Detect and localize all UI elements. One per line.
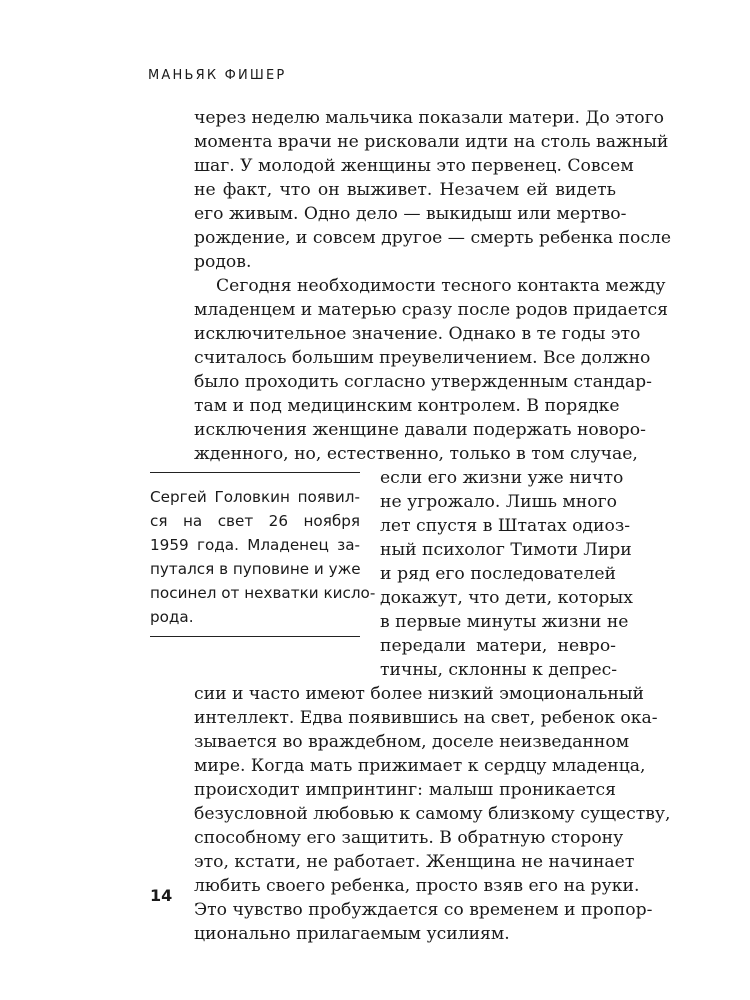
sidenote-line: 1959 года. Младенец за- [150,536,360,554]
body-line: ный психолог Тимоти Лири [380,540,632,560]
body-line: не факт, что он выживет. Незачем ей видеть [194,180,616,200]
body-line: Сегодня необходимости тесного контакта между [216,276,666,296]
body-line: в первые минуты жизни не [380,612,629,632]
body-line: исключительное значение. Однако в те годы это [194,324,641,344]
body-line: не угрожало. Лишь много [380,492,617,512]
body-line: шаг. У молодой женщины это первенец. Совсем [194,156,634,176]
body-line: было проходить согласно утвержденным стандар- [194,372,652,392]
running-head: МАНЬЯК ФИШЕР [148,68,287,83]
body-line: любить своего ребенка, просто взяв его на руки. [194,876,640,896]
sidenote-line: рода. [150,608,194,626]
body-line: через неделю мальчика показали матери. До этого [194,108,664,128]
sidenote-line: Сергей Головкин появил- [150,488,360,506]
body-line: передали матери, невро- [380,636,616,656]
body-line: и ряд его последователей [380,564,616,584]
sidenote-line: ся на свет 26 ноября [150,512,360,530]
sidenote-top-rule [150,472,360,473]
sidenote-line: путался в пуповине и уже [150,560,361,578]
body-line: исключения женщине давали подержать новоро- [194,420,646,440]
page-number: 14 [150,886,173,905]
body-line: мире. Когда мать прижимает к сердцу младенца, [194,756,646,776]
body-line: докажут, что дети, которых [380,588,633,608]
sidenote-bottom-rule [150,636,360,637]
body-line: там и под медицинским контролем. В порядке [194,396,620,416]
body-line: момента врачи не рисковали идти на столь важный [194,132,669,152]
body-line: младенцем и матерью сразу после родов придается [194,300,668,320]
body-line: рождение, и совсем другое — смерть ребенка после [194,228,672,248]
body-line: жденного, но, естественно, только в том случае, [194,444,638,464]
sidenote-line: посинел от нехватки кисло- [150,584,376,602]
body-line: происходит импринтинг: малыш проникается [194,780,616,800]
body-line: интеллект. Едва появившись на свет, ребенок ока- [194,708,658,728]
body-line: родов. [194,252,252,272]
body-line: это, кстати, не работает. Женщина не начинает [194,852,635,872]
body-line: зывается во враждебном, доселе неизведанном [194,732,630,752]
body-line: если его жизни уже ничто [380,468,624,488]
body-line: способному его защитить. В обратную сторону [194,828,624,848]
body-line: считалось большим преувеличением. Все должно [194,348,651,368]
body-line: сии и часто имеют более низкий эмоциональный [194,684,644,704]
body-line: его живым. Одно дело — выкидыш или мертво- [194,204,627,224]
body-line: безусловной любовью к самому близкому существу, [194,804,671,824]
body-line: ционально прилагаемым усилиям. [194,924,510,944]
body-line: Это чувство пробуждается со временем и пропор- [194,900,653,920]
body-line: лет спустя в Штатах одиоз- [380,516,631,536]
body-line: тичны, склонны к депрес- [380,660,618,680]
